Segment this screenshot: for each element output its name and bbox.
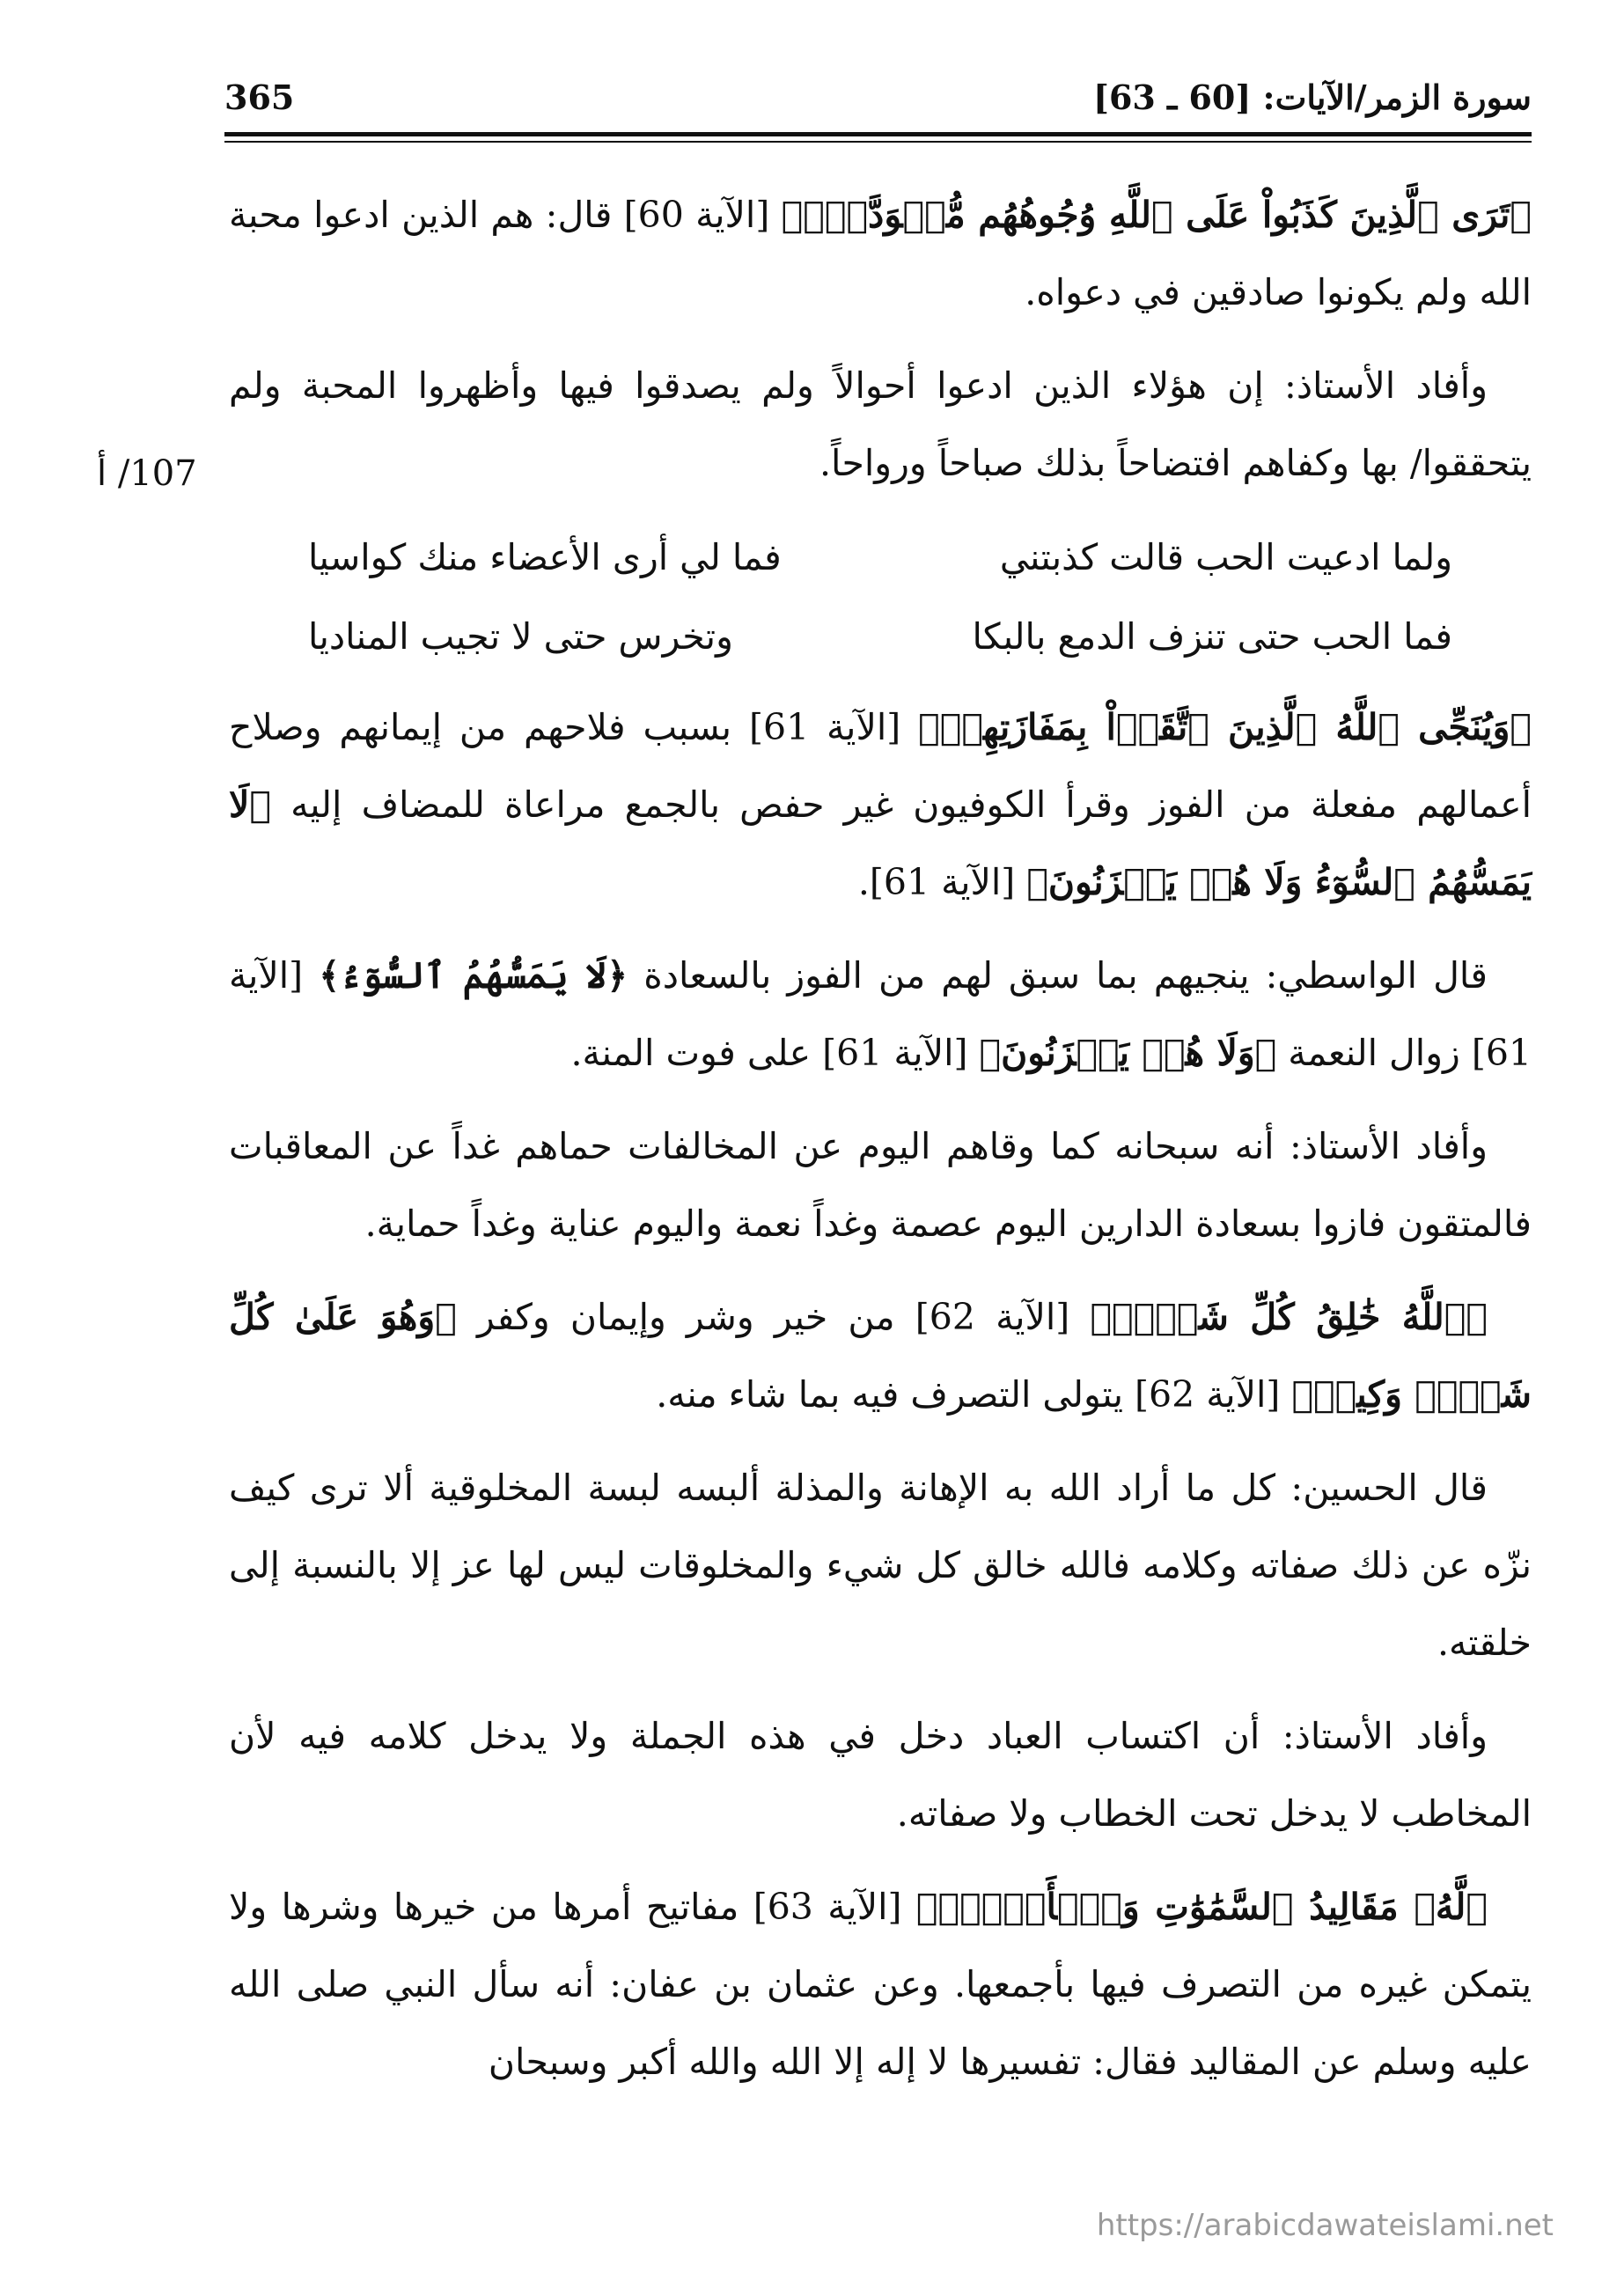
commentary-text: [الآية 61] زوال النعمة <box>229 954 1532 1074</box>
poem-hemistich-left: فما لي أرى الأعضاء منك كواسيا <box>308 536 782 578</box>
paragraph-ustadh-1 <box>229 347 1532 502</box>
quran-quote: ﴿ٱللَّهُ خَٰلِقُ كُلِّ شَيۡءٖ﴾ <box>1090 1296 1488 1338</box>
manuscript-folio-marker: 107/ أ <box>97 453 197 494</box>
paragraph-wasiti <box>229 937 1532 1092</box>
source-watermark: https://arabicdawateislami.net <box>1096 2208 1554 2243</box>
commentary-text: [الآية 62] يتولى التصرف فيه بما شاء منه. <box>656 1373 1292 1416</box>
paragraph-verse-61 <box>229 688 1532 921</box>
quran-quote: ﴿لَا يَمَسُّهُمُ ٱلسُّوٓءُ﴾ <box>319 954 628 997</box>
commentary-text: قال الواسطي: ينجيهم بما سبق لهم من الفوز بالسعادة <box>628 954 1488 997</box>
page-number: 365 <box>224 77 295 117</box>
commentary-text: وأفاد الأستاذ: أنه سبحانه كما وقاهم اليوم عن المخالفات حماهم غداً عن المعاقبات فالمتقون فازوا بسعادة الدارين اليوم عصمة وغداً نعمة واليوم عناية وغداً حماية. <box>229 1125 1532 1245</box>
quran-quote: ﴿وَهُوَ عَلَىٰ كُلِّ شَيۡءٖ وَكِيلٞ﴾ <box>229 1296 1532 1416</box>
quran-quote: ﴿وَلَا هُمۡ يَحۡزَنُونَ﴾ <box>979 1032 1277 1074</box>
poem-hemistich-left: وتخرس حتى لا تجيب المناديا <box>308 615 733 658</box>
commentary-text: قال الحسين: كل ما أراد الله به الإهانة والمذلة ألبسه لبسة المخلوقية ألا ترى كيف نزّه عن ذلك صفاته وكلامه فالله خالق كل شيء والمخلوقات ليس لها عز إلا بالنسبة إلى خلقته. <box>229 1467 1532 1664</box>
commentary-text: [الآية 61]. <box>857 861 1027 903</box>
paragraph-husayn <box>229 1449 1532 1681</box>
poem-verse-line <box>229 597 1532 676</box>
header-rule-thin <box>224 141 1532 143</box>
header-rule-thick <box>224 132 1532 136</box>
commentary-text: [الآية 61] بسبب فلاحهم من إيمانهم وصلاح أعمالهم مفعلة من الفوز وقرأ الكوفيون غير حفص بالجمع مراعاة للمضاف إليه <box>229 706 1532 826</box>
paragraph-verse-63 <box>229 1868 1532 2100</box>
paragraph-verse-62 <box>229 1278 1532 1433</box>
paragraph-ustadh-3 <box>229 1697 1532 1852</box>
quran-quote: ﴿لَا يَمَسُّهُمُ ٱلسُّوٓءُ وَلَا هُمۡ يَحۡزَنُونَ﴾ <box>229 784 1532 903</box>
body-text <box>229 176 1532 2116</box>
poem-hemistich-right: ولما ادعيت الحب قالت كذبتني <box>999 536 1452 578</box>
commentary-text: [الآية 61] على فوت المنة. <box>570 1032 980 1074</box>
page-header <box>224 77 1532 130</box>
quran-quote: ﴿تَرَى ٱلَّذِينَ كَذَبُواْ عَلَى ٱللَّهِ وُجُوهُهُم مُّسۡوَدَّةٌۚ﴾ <box>781 194 1532 236</box>
paragraph-ustadh-2 <box>229 1107 1532 1262</box>
paragraph-verse-60 <box>229 176 1532 331</box>
commentary-text: [الآية 60] قال: هم الذين ادعوا محبة الله ولم يكونوا صادقين في دعواه. <box>229 194 1532 313</box>
running-title: سورة الزمر/الآيات: [60 ـ 63] <box>1092 77 1532 117</box>
commentary-text: وأفاد الأستاذ: أن اكتساب العباد دخل في هذه الجملة ولا يدخل كلامه فيه لأن المخاطب لا يدخل تحت الخطاب ولا صفاته. <box>229 1715 1532 1835</box>
commentary-text: [الآية 63] مفاتيح أمرها من خيرها وشرها ولا يتمكن غيره من التصرف فيها بأجمعها. وعن عثمان بن عفان: أنه سأل النبي صلى الله عليه وسلم عن المقاليد فقال: تفسيرها لا إله إلا الله والله أكبر وسبحان <box>229 1886 1532 2083</box>
quran-quote: ﴿وَيُنَجِّى ٱللَّهُ ٱلَّذِينَ ٱتَّقَوۡاْ بِمَفَازَتِهِمۡ﴾ <box>918 706 1532 748</box>
poem-hemistich-right: فما الحب حتى تنزف الدمع بالبكا <box>972 615 1452 658</box>
commentary-text: [الآية 62] من خير وشر وإيمان وكفر <box>456 1296 1091 1338</box>
commentary-text: وأفاد الأستاذ: إن هؤلاء الذين ادعوا أحوالاً ولم يصدقوا فيها وأظهروا المحبة ولم يتحققوا/ بها وكفاهم افتضاحاً بذلك صباحاً ورواحاً. <box>229 364 1532 484</box>
poem <box>229 518 1532 676</box>
poem-verse-line <box>229 518 1532 597</box>
quran-quote: ﴿لَّهُۥ مَقَالِيدُ ٱلسَّمَٰوَٰتِ وَٱلۡأَرۡضِۗ﴾ <box>915 1886 1488 1928</box>
